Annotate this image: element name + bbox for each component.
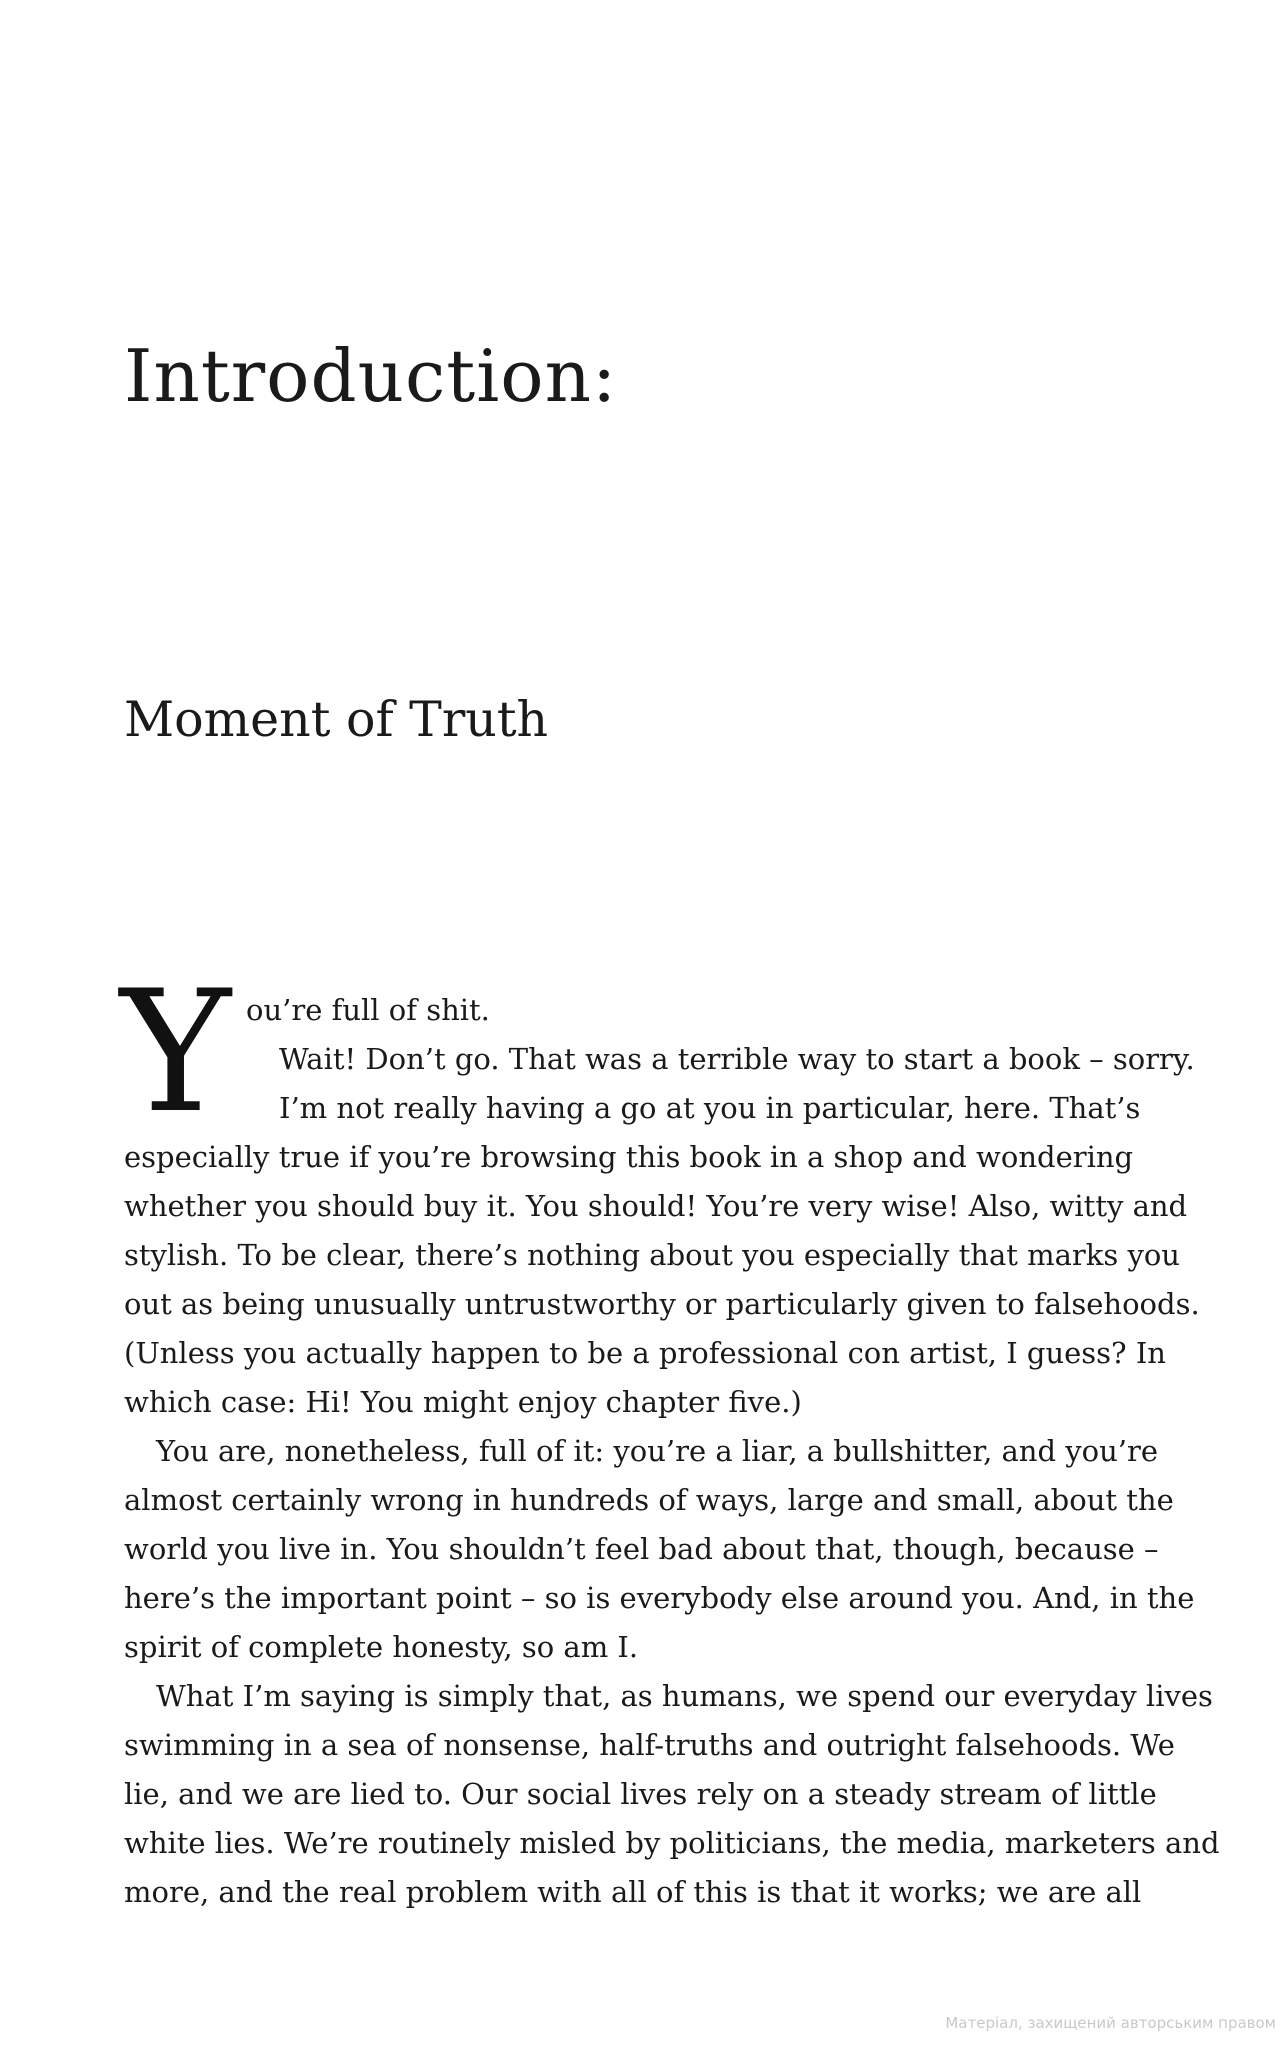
text-line: almost certainly wrong in hundreds of ways, large and small, about the [124, 1483, 1174, 1517]
text-line: here’s the important point – so is everybody else around you. And, in the [124, 1581, 1195, 1615]
drop-cap: Y [120, 954, 231, 1150]
text-line: spirit of complete honesty, so am I. [124, 1630, 639, 1664]
body-text [120, 954, 1220, 1917]
text-line: more, and the real problem with all of this is that it works; we are all [124, 1875, 1142, 1909]
text-line: whether you should buy it. You should! You’re very wise! Also, witty and [124, 1189, 1188, 1223]
text-line: stylish. To be clear, there’s nothing about you especially that marks you [124, 1238, 1180, 1272]
copyright-watermark: Матеріал, захищений авторським правом [945, 2014, 1276, 2032]
text-line: I’m not really having a go at you in particular, here. That’s [279, 1091, 1141, 1125]
chapter-subtitle: Moment of Truth [124, 691, 549, 748]
paragraph-3 [124, 1672, 1220, 1917]
text-line: out as being unusually untrustworthy or particularly given to falsehoods. [124, 1287, 1200, 1321]
text-line: which case: Hi! You might enjoy chapter five.) [124, 1385, 802, 1419]
text-line: white lies. We’re routinely misled by politicians, the media, marketers and [124, 1826, 1220, 1860]
text-line: especially true if you’re browsing this book in a shop and wondering [124, 1140, 1134, 1174]
text-line: You are, nonetheless, full of it: you’re a liar, a bullshitter, and you’re [156, 1434, 1159, 1468]
paragraph-2 [124, 1427, 1195, 1672]
text-line: ou’re full of shit. [246, 993, 490, 1027]
chapter-title: Introduction: [124, 334, 618, 418]
text-line: world you live in. You shouldn’t feel bad about that, though, because – [124, 1532, 1159, 1566]
text-line: (Unless you actually happen to be a professional con artist, I guess? In [124, 1336, 1166, 1370]
text-line: swimming in a sea of nonsense, half-truths and outright falsehoods. We [124, 1728, 1175, 1762]
text-line: lie, and we are lied to. Our social lives rely on a steady stream of little [124, 1777, 1157, 1811]
text-line: What I’m saying is simply that, as humans, we spend our everyday lives [156, 1679, 1213, 1713]
text-line: Wait! Don’t go. That was a terrible way to start a book – sorry. [279, 1042, 1195, 1076]
paragraph-1 [120, 954, 1200, 1427]
